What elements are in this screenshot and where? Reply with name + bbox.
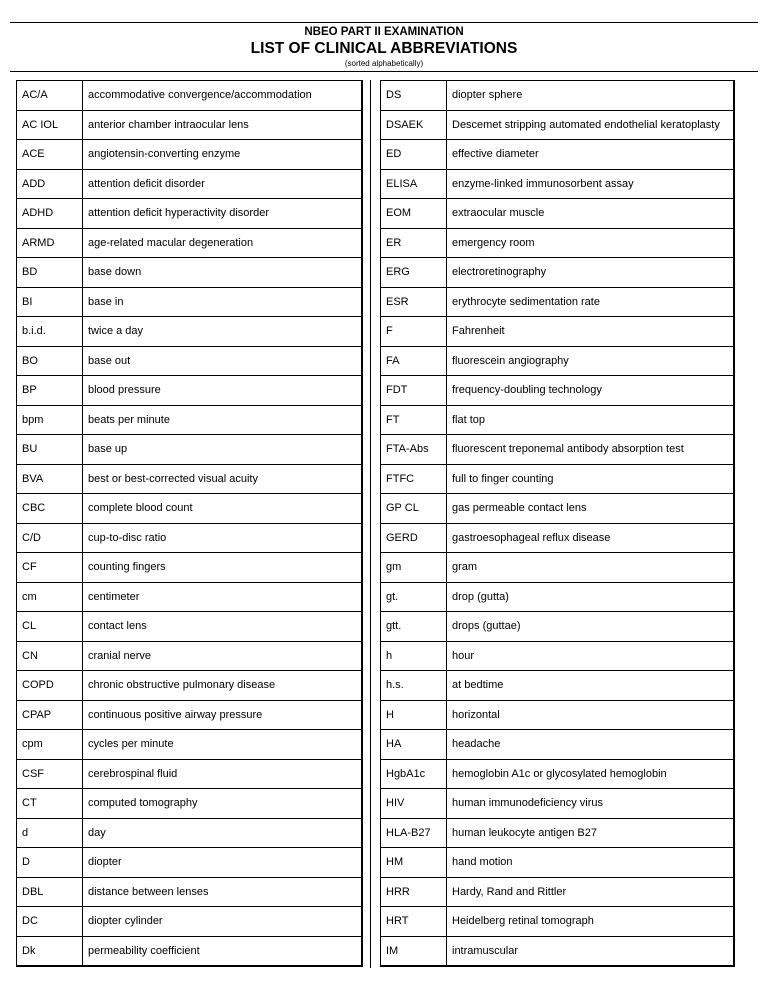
meaning-cell: extraocular muscle <box>447 199 735 229</box>
table-row <box>17 730 363 760</box>
abbreviation-cell: gm <box>381 553 447 583</box>
table-row <box>381 110 735 140</box>
table-row <box>381 435 735 465</box>
abbreviation-cell: FT <box>381 405 447 435</box>
abbreviation-cell: HLA-B27 <box>381 818 447 848</box>
meaning-cell: diopter cylinder <box>83 907 363 937</box>
meaning-cell: counting fingers <box>83 553 363 583</box>
meaning-cell: beats per minute <box>83 405 363 435</box>
meaning-cell: anterior chamber intraocular lens <box>83 110 363 140</box>
meaning-cell: day <box>83 818 363 848</box>
meaning-cell: accommodative convergence/accommodation <box>83 81 363 111</box>
table-row <box>381 671 735 701</box>
meaning-cell: contact lens <box>83 612 363 642</box>
abbreviation-cell: EOM <box>381 199 447 229</box>
abbreviation-cell: COPD <box>17 671 83 701</box>
abbreviation-cell: cm <box>17 582 83 612</box>
meaning-cell: distance between lenses <box>83 877 363 907</box>
table-row <box>381 287 735 317</box>
table-row <box>381 818 735 848</box>
abbreviation-cell: ELISA <box>381 169 447 199</box>
exam-name: NBEO PART II EXAMINATION <box>304 26 464 38</box>
table-row <box>17 258 363 288</box>
table-row <box>17 287 363 317</box>
meaning-cell: attention deficit disorder <box>83 169 363 199</box>
abbreviation-cell: DBL <box>17 877 83 907</box>
table-row <box>17 641 363 671</box>
abbreviation-cell: HIV <box>381 789 447 819</box>
meaning-cell: hemoglobin A1c or glycosylated hemoglobin <box>447 759 735 789</box>
abbreviation-cell: HA <box>381 730 447 760</box>
abbreviation-cell: BP <box>17 376 83 406</box>
abbreviation-cell: ADD <box>17 169 83 199</box>
document-title: LIST OF CLINICAL ABBREVIATIONS <box>250 40 518 57</box>
abbreviation-cell: FDT <box>381 376 447 406</box>
table-row <box>381 405 735 435</box>
table-row <box>17 877 363 907</box>
meaning-cell: Hardy, Rand and Rittler <box>447 877 735 907</box>
abbreviation-cell: ACE <box>17 140 83 170</box>
table-row <box>17 818 363 848</box>
table-row <box>17 759 363 789</box>
meaning-cell: diopter <box>83 848 363 878</box>
table-row <box>381 936 735 966</box>
table-row <box>17 464 363 494</box>
abbreviation-cell: H <box>381 700 447 730</box>
header-top-rule <box>10 22 758 23</box>
abbreviation-cell: BD <box>17 258 83 288</box>
table-row <box>381 317 735 347</box>
table-row <box>17 789 363 819</box>
abbreviation-cell: GP CL <box>381 494 447 524</box>
table-row <box>17 405 363 435</box>
abbreviation-cell: CBC <box>17 494 83 524</box>
abbreviation-cell: IM <box>381 936 447 966</box>
table-row <box>17 140 363 170</box>
abbreviation-cell: ERG <box>381 258 447 288</box>
meaning-cell: fluorescein angiography <box>447 346 735 376</box>
meaning-cell: Heidelberg retinal tomograph <box>447 907 735 937</box>
table-row <box>381 877 735 907</box>
abbreviation-cell: ARMD <box>17 228 83 258</box>
table-row <box>17 671 363 701</box>
abbreviation-cell: h.s. <box>381 671 447 701</box>
table-row <box>381 700 735 730</box>
table-row <box>381 199 735 229</box>
meaning-cell: cup-to-disc ratio <box>83 523 363 553</box>
table-row <box>381 789 735 819</box>
meaning-cell: base out <box>83 346 363 376</box>
abbreviation-cell: DC <box>17 907 83 937</box>
table-row <box>17 435 363 465</box>
table-row <box>17 81 363 111</box>
table-row <box>381 907 735 937</box>
table-row <box>17 582 363 612</box>
abbreviation-cell: BO <box>17 346 83 376</box>
table-row <box>17 700 363 730</box>
table-row <box>381 759 735 789</box>
table-row <box>381 641 735 671</box>
meaning-cell: complete blood count <box>83 494 363 524</box>
table-row <box>17 346 363 376</box>
abbreviation-cell: ADHD <box>17 199 83 229</box>
abbreviation-cell: cpm <box>17 730 83 760</box>
table-row <box>17 612 363 642</box>
abbreviation-cell: ESR <box>381 287 447 317</box>
abbreviation-cell: ED <box>381 140 447 170</box>
meaning-cell: base in <box>83 287 363 317</box>
abbreviations-table-right <box>380 80 735 967</box>
abbreviation-cell: gt. <box>381 582 447 612</box>
table-row <box>17 169 363 199</box>
meaning-cell: hour <box>447 641 735 671</box>
abbreviation-cell: ER <box>381 228 447 258</box>
meaning-cell: Fahrenheit <box>447 317 735 347</box>
table-row <box>381 81 735 111</box>
abbreviation-cell: CL <box>17 612 83 642</box>
meaning-cell: erythrocyte sedimentation rate <box>447 287 735 317</box>
meaning-cell: gastroesophageal reflux disease <box>447 523 735 553</box>
abbreviation-cell: AC/A <box>17 81 83 111</box>
meaning-cell: gram <box>447 553 735 583</box>
meaning-cell: Descemet stripping automated endothelial keratoplasty <box>447 110 735 140</box>
meaning-cell: hand motion <box>447 848 735 878</box>
meaning-cell: headache <box>447 730 735 760</box>
abbreviation-cell: DS <box>381 81 447 111</box>
abbreviation-cell: CT <box>17 789 83 819</box>
table-row <box>381 376 735 406</box>
table-row <box>17 848 363 878</box>
meaning-cell: cycles per minute <box>83 730 363 760</box>
meaning-cell: diopter sphere <box>447 81 735 111</box>
abbreviation-cell: BU <box>17 435 83 465</box>
meaning-cell: blood pressure <box>83 376 363 406</box>
column-divider <box>370 80 371 968</box>
table-row <box>17 110 363 140</box>
abbreviation-cell: CSF <box>17 759 83 789</box>
meaning-cell: frequency-doubling technology <box>447 376 735 406</box>
meaning-cell: full to finger counting <box>447 464 735 494</box>
meaning-cell: cranial nerve <box>83 641 363 671</box>
table-row <box>17 907 363 937</box>
abbreviation-cell: BVA <box>17 464 83 494</box>
table-row <box>381 346 735 376</box>
meaning-cell: best or best-corrected visual acuity <box>83 464 363 494</box>
abbreviation-cell: DSAEK <box>381 110 447 140</box>
table-row <box>381 523 735 553</box>
table-row <box>381 258 735 288</box>
meaning-cell: human immunodeficiency virus <box>447 789 735 819</box>
abbreviation-cell: AC IOL <box>17 110 83 140</box>
meaning-cell: fluorescent treponemal antibody absorption test <box>447 435 735 465</box>
table-row <box>17 199 363 229</box>
abbreviation-cell: Dk <box>17 936 83 966</box>
abbreviation-cell: HgbA1c <box>381 759 447 789</box>
table-row <box>381 140 735 170</box>
table-row <box>17 553 363 583</box>
abbreviation-cell: FTA-Abs <box>381 435 447 465</box>
meaning-cell: continuous positive airway pressure <box>83 700 363 730</box>
table-row <box>17 228 363 258</box>
abbreviations-table-left <box>16 80 363 967</box>
table-row <box>17 317 363 347</box>
abbreviation-cell: C/D <box>17 523 83 553</box>
meaning-cell: at bedtime <box>447 671 735 701</box>
header-bottom-rule <box>10 71 758 72</box>
document-subtitle: (sorted alphabetically) <box>344 59 424 68</box>
abbreviation-cell: CF <box>17 553 83 583</box>
meaning-cell: base down <box>83 258 363 288</box>
meaning-cell: enzyme-linked immunosorbent assay <box>447 169 735 199</box>
meaning-cell: drops (guttae) <box>447 612 735 642</box>
abbreviation-cell: BI <box>17 287 83 317</box>
meaning-cell: permeability coefficient <box>83 936 363 966</box>
abbreviation-cell: FA <box>381 346 447 376</box>
abbreviation-cell: F <box>381 317 447 347</box>
abbreviation-cell: h <box>381 641 447 671</box>
table-row <box>381 228 735 258</box>
abbreviation-cell: FTFC <box>381 464 447 494</box>
table-row <box>17 523 363 553</box>
meaning-cell: effective diameter <box>447 140 735 170</box>
meaning-cell: gas permeable contact lens <box>447 494 735 524</box>
abbreviation-cell: gtt. <box>381 612 447 642</box>
table-row <box>381 582 735 612</box>
abbreviation-cell: HRR <box>381 877 447 907</box>
meaning-cell: flat top <box>447 405 735 435</box>
table-row <box>381 553 735 583</box>
table-row <box>381 494 735 524</box>
table-row <box>381 612 735 642</box>
meaning-cell: centimeter <box>83 582 363 612</box>
meaning-cell: horizontal <box>447 700 735 730</box>
meaning-cell: chronic obstructive pulmonary disease <box>83 671 363 701</box>
meaning-cell: age-related macular degeneration <box>83 228 363 258</box>
table-row <box>17 936 363 966</box>
meaning-cell: cerebrospinal fluid <box>83 759 363 789</box>
abbreviation-cell: d <box>17 818 83 848</box>
meaning-cell: intramuscular <box>447 936 735 966</box>
meaning-cell: base up <box>83 435 363 465</box>
meaning-cell: electroretinography <box>447 258 735 288</box>
meaning-cell: drop (gutta) <box>447 582 735 612</box>
meaning-cell: emergency room <box>447 228 735 258</box>
meaning-cell: angiotensin-converting enzyme <box>83 140 363 170</box>
meaning-cell: human leukocyte antigen B27 <box>447 818 735 848</box>
table-row <box>381 848 735 878</box>
meaning-cell: computed tomography <box>83 789 363 819</box>
table-row <box>381 730 735 760</box>
table-row <box>17 494 363 524</box>
meaning-cell: attention deficit hyperactivity disorder <box>83 199 363 229</box>
table-row <box>17 376 363 406</box>
abbreviation-cell: bpm <box>17 405 83 435</box>
table-row <box>381 464 735 494</box>
abbreviation-cell: HM <box>381 848 447 878</box>
abbreviation-cell: b.i.d. <box>17 317 83 347</box>
table-row <box>381 169 735 199</box>
abbreviation-cell: CPAP <box>17 700 83 730</box>
abbreviation-cell: D <box>17 848 83 878</box>
abbreviation-cell: CN <box>17 641 83 671</box>
meaning-cell: twice a day <box>83 317 363 347</box>
abbreviation-cell: GERD <box>381 523 447 553</box>
abbreviation-cell: HRT <box>381 907 447 937</box>
document-header <box>0 26 768 69</box>
